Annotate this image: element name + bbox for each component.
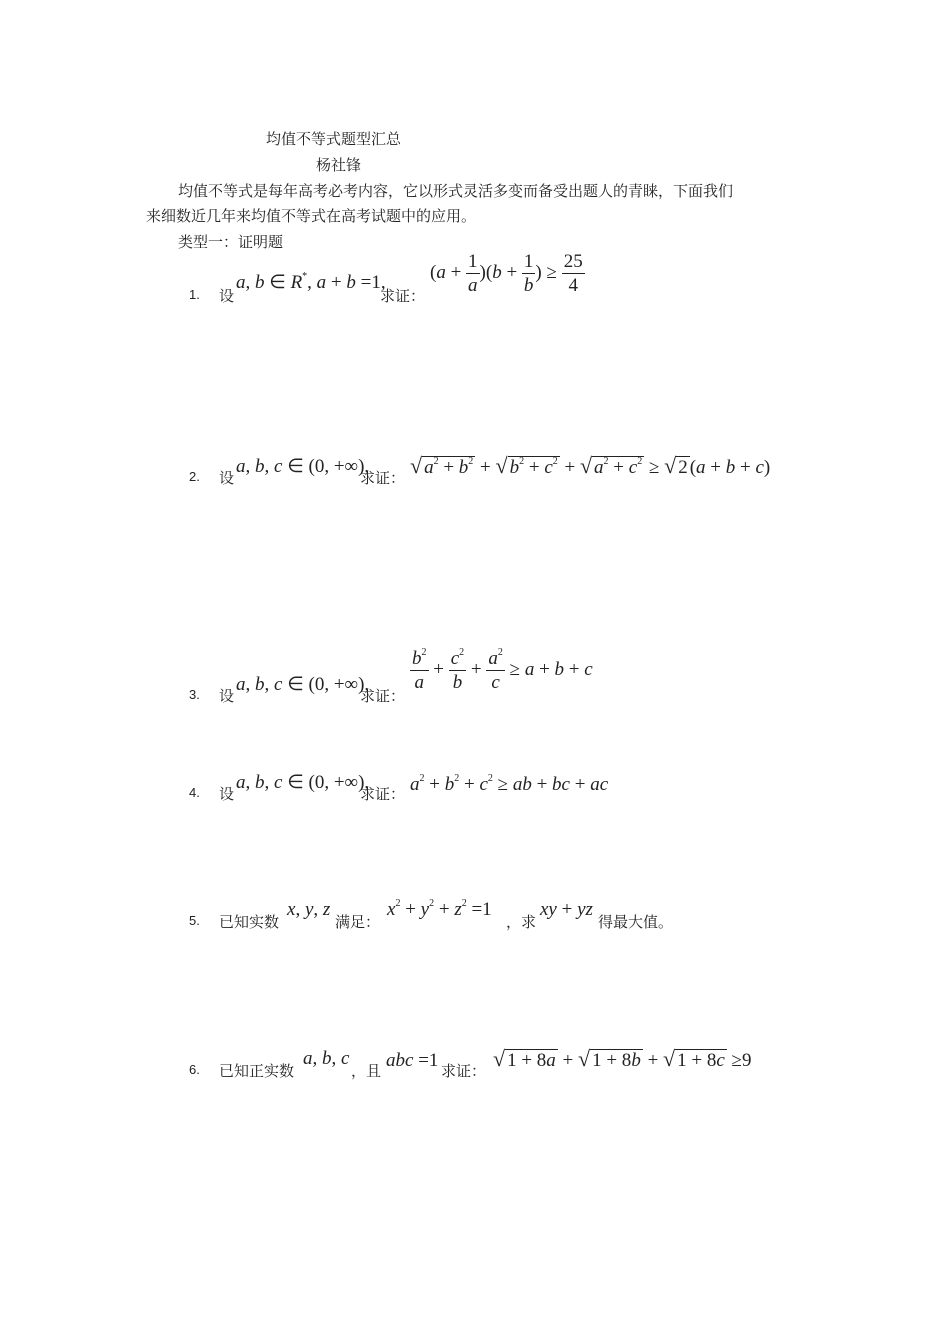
condition-label: 满足： bbox=[335, 913, 381, 931]
problem-lead: 设 bbox=[219, 687, 235, 705]
problem-number: 2. bbox=[189, 469, 200, 484]
prove-label: 求证： bbox=[441, 1062, 487, 1080]
problem-statement: (a + $\frac{1}{a}$ )(b + $\frac{1}{b}$ ) ≥ $\frac{25}{4}$ bbox=[430, 251, 583, 296]
problem-number: 5. bbox=[189, 913, 200, 928]
document-title: 均值不等式题型汇总 bbox=[266, 130, 402, 148]
problem-condition: a, b, c ∈ (0, +∞), bbox=[236, 772, 370, 793]
problem-number: 3. bbox=[189, 687, 200, 702]
problem-condition: a, b ∈ R*, a + b =1, bbox=[236, 271, 386, 293]
problem-statement: $a^2 + b^2 + c^2$ ≥ ab + bc + ac bbox=[410, 773, 609, 795]
problem-lead: 设 bbox=[219, 287, 235, 305]
problem-tail: 得最大值。 bbox=[598, 913, 674, 931]
prove-label: 求证： bbox=[360, 469, 406, 487]
problem-target: xy + yz bbox=[540, 899, 593, 920]
problem-lead: 设 bbox=[219, 469, 235, 487]
problem-number: 6. bbox=[189, 1062, 200, 1077]
problem-statement: $x^2 + y^2 + z^2 =1$ bbox=[387, 898, 492, 920]
problem-condition: a, b, c ∈ (0, +∞), bbox=[236, 674, 370, 695]
given-label: ，且 bbox=[351, 1062, 382, 1080]
problem-statement: $\frac{b^2}{a}$ + $\frac{c^2}{b}$ + $\frac{a^2}{c}$ ≥ a + b + c bbox=[412, 647, 593, 693]
intro-line-1: 均值不等式是每年高考必考内容，它以形式灵活多变而备受出题人的青睐，下面我们 bbox=[178, 182, 734, 200]
problem-number: 1. bbox=[189, 287, 200, 302]
intro-line-2: 来细数近几年来均值不等式在高考试题中的应用。 bbox=[146, 207, 477, 225]
ask-label: ，求 bbox=[506, 913, 537, 931]
problem-condition: a, b, c ∈ (0, +∞), bbox=[236, 456, 370, 477]
section-heading: 类型一：证明题 bbox=[178, 233, 284, 251]
problem-statement: √ $a^2 + b^2$ + √ $b^2 + c^2$ + √ $a^2 + c^2$ ≥ √ 2 (a + b + c) bbox=[410, 453, 771, 478]
problem-lead: 设 bbox=[219, 785, 235, 803]
problem-lead: 已知正实数 bbox=[219, 1062, 295, 1080]
problem-number: 4. bbox=[189, 785, 200, 800]
problem-lead: 已知实数 bbox=[219, 913, 280, 931]
author-name: 杨社锋 bbox=[316, 156, 362, 174]
prove-label: 求证： bbox=[360, 785, 406, 803]
prove-label: 求证： bbox=[360, 687, 406, 705]
problem-condition: a, b, c bbox=[303, 1048, 350, 1069]
problem-statement: √ 1 + 8a + √ 1 + 8b + √ 1 + 8c ≥9 bbox=[493, 1046, 752, 1071]
prove-label: 求证： bbox=[380, 287, 426, 305]
problem-condition: x, y, z bbox=[287, 899, 331, 920]
problem-given: abc =1 bbox=[386, 1050, 439, 1071]
